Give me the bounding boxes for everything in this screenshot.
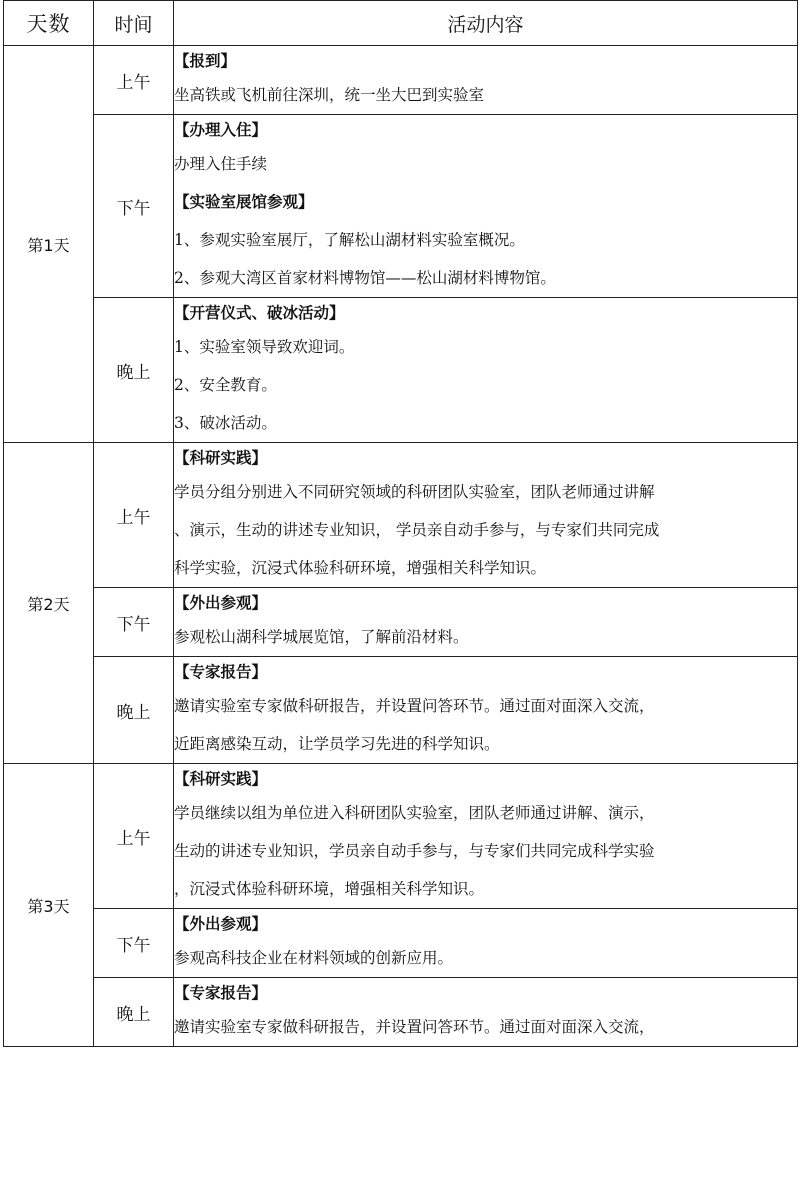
activity-cell xyxy=(174,115,798,298)
schedule-row xyxy=(4,46,798,115)
activity-line: 2、参观大湾区首家材料博物馆——松山湖材料博物馆。 xyxy=(174,269,556,287)
activity-cell xyxy=(174,46,798,115)
activity-line: 、演示，生动的讲述专业知识， 学员亲自动手参与，与专家们共同完成 xyxy=(174,521,660,539)
activity-line: 近距离感染互动，让学员学习先进的科学知识。 xyxy=(174,735,500,753)
activity-line: 学员继续以组为单位进入科研团队实验室，团队老师通过讲解、演示， xyxy=(174,804,655,822)
schedule-row xyxy=(4,978,798,1047)
header-time: 时间 xyxy=(94,1,174,46)
activity-line: 3、破冰活动。 xyxy=(174,414,277,432)
activity-heading: 【实验室展馆参观】 xyxy=(174,192,314,211)
activity-heading: 【外出参观】 xyxy=(174,914,268,933)
activity-cell xyxy=(174,764,798,909)
activity-heading: 【外出参观】 xyxy=(174,593,268,612)
time-slot-label: 下午 xyxy=(94,115,174,298)
schedule-row xyxy=(4,443,798,588)
activity-line: 邀请实验室专家做科研报告，并设置问答环节。通过面对面深入交流， xyxy=(174,697,655,715)
time-slot-label: 晚上 xyxy=(94,657,174,764)
header-row xyxy=(4,1,798,46)
activity-heading: 【专家报告】 xyxy=(174,983,268,1002)
activity-line: 办理入住手续 xyxy=(174,155,268,173)
day-label: 第2天 xyxy=(4,443,94,764)
activity-cell xyxy=(174,588,798,657)
time-slot-label: 下午 xyxy=(94,909,174,978)
activity-line: 学员分组分别进入不同研究领域的科研团队实验室，团队老师通过讲解 xyxy=(174,483,655,501)
activity-line: 参观松山湖科学城展览馆，了解前沿材料。 xyxy=(174,628,469,646)
activity-line: ，沉浸式体验科研环境，增强相关科学知识。 xyxy=(174,880,485,898)
day-label: 第3天 xyxy=(4,764,94,1047)
activity-cell xyxy=(174,909,798,978)
activity-heading: 【科研实践】 xyxy=(174,769,268,788)
header-content: 活动内容 xyxy=(174,1,798,46)
activity-heading: 【办理入住】 xyxy=(174,120,268,139)
activity-line: 参观高科技企业在材料领域的创新应用。 xyxy=(174,949,454,967)
activity-line: 1、参观实验室展厅，了解松山湖材料实验室概况。 xyxy=(174,231,525,249)
activity-line: 邀请实验室专家做科研报告，并设置问答环节。通过面对面深入交流， xyxy=(174,1018,655,1036)
activity-line: 科学实验，沉浸式体验科研环境，增强相关科学知识。 xyxy=(174,559,547,577)
time-slot-label: 上午 xyxy=(94,46,174,115)
schedule-table xyxy=(3,0,798,1047)
activity-heading: 【开营仪式、破冰活动】 xyxy=(174,303,345,322)
time-slot-label: 下午 xyxy=(94,588,174,657)
activity-cell xyxy=(174,657,798,764)
schedule-row xyxy=(4,657,798,764)
schedule-row xyxy=(4,115,798,298)
schedule-row xyxy=(4,764,798,909)
day-label: 第1天 xyxy=(4,46,94,443)
activity-line: 2、安全教育。 xyxy=(174,376,277,394)
time-slot-label: 晚上 xyxy=(94,978,174,1047)
header-day: 天数 xyxy=(4,1,94,46)
schedule-row xyxy=(4,909,798,978)
schedule-row xyxy=(4,588,798,657)
time-slot-label: 上午 xyxy=(94,764,174,909)
activity-cell xyxy=(174,298,798,443)
activity-heading: 【报到】 xyxy=(174,51,237,70)
activity-line: 坐高铁或飞机前往深圳，统一坐大巴到实验室 xyxy=(174,86,485,104)
time-slot-label: 上午 xyxy=(94,443,174,588)
activity-cell xyxy=(174,978,798,1047)
activity-cell xyxy=(174,443,798,588)
schedule-row xyxy=(4,298,798,443)
activity-heading: 【专家报告】 xyxy=(174,662,268,681)
activity-line: 生动的讲述专业知识，学员亲自动手参与，与专家们共同完成科学实验 xyxy=(174,842,655,860)
activity-heading: 【科研实践】 xyxy=(174,448,268,467)
time-slot-label: 晚上 xyxy=(94,298,174,443)
activity-line: 1、实验室领导致欢迎词。 xyxy=(174,338,355,356)
